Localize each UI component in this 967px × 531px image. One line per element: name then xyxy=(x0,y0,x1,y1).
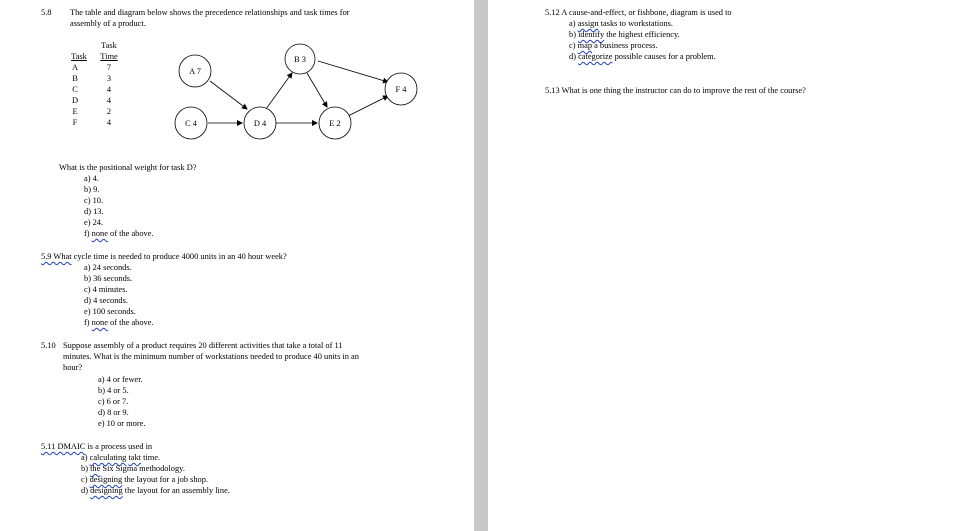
option-text xyxy=(81,452,160,463)
option-f-rest: of the above. xyxy=(107,229,154,238)
question-5-10-line3: hour? xyxy=(63,363,83,372)
option-rest: the layout for a job shop. xyxy=(122,475,209,484)
node-f-label: F 4 xyxy=(395,85,407,94)
option-text xyxy=(81,463,185,474)
question-5-11-rest: is a process used in xyxy=(85,442,153,451)
option-text: a) 4. xyxy=(84,174,99,183)
option-text: e) 24. xyxy=(84,218,104,227)
document-page-left xyxy=(0,0,474,531)
spellcheck-word: none xyxy=(91,318,108,327)
question-5-8-intro-line2: assembly of a product. xyxy=(70,19,146,28)
option-prefix: a) xyxy=(81,453,90,462)
option-f-prefix: f) xyxy=(84,229,92,238)
option-f-line xyxy=(84,228,154,239)
edge-a-d xyxy=(210,81,247,109)
spellcheck-word: 5.11 DMAIC xyxy=(41,442,86,451)
option-text: e) 10 or more. xyxy=(98,419,146,428)
node-f xyxy=(385,73,417,105)
document-page-right xyxy=(488,0,967,531)
spellcheck-word: takt xyxy=(128,453,142,462)
question-5-8-text: What is the positional weight for task D? xyxy=(59,163,197,172)
node-c xyxy=(175,107,207,139)
node-c-label: C 4 xyxy=(185,119,197,128)
table-cell-time: 7 xyxy=(106,63,112,72)
question-5-10-line2: minutes. What is the minimum number of workstations needed to produce 40 units in an xyxy=(63,352,359,361)
table-cell-task: D xyxy=(71,96,79,105)
option-prefix: a) xyxy=(569,19,578,28)
spellcheck-word: designing xyxy=(89,475,123,484)
table-cell-task: A xyxy=(71,63,79,72)
node-b xyxy=(285,44,315,74)
table-cell-time: 3 xyxy=(106,74,112,83)
option-text: b) 36 seconds. xyxy=(84,274,133,283)
table-cell-time: 2 xyxy=(106,107,112,116)
option-rest: time. xyxy=(141,453,161,462)
option-rest: tasks to workstations. xyxy=(598,19,673,28)
option-rest: the highest efficiency. xyxy=(604,30,680,39)
table-header-time: Time xyxy=(100,52,118,61)
question-5-10-number: 5.10 xyxy=(41,341,56,350)
precedence-diagram xyxy=(165,43,430,143)
option-text xyxy=(81,474,208,485)
option-rest: a business process. xyxy=(592,41,658,50)
edge-b-f xyxy=(318,61,388,82)
question-5-8-number: 5.8 xyxy=(41,8,52,17)
option-text xyxy=(569,40,658,51)
spellcheck-word: none xyxy=(91,229,108,238)
edge-e-f xyxy=(348,96,388,116)
spellcheck-word: assign xyxy=(577,19,599,28)
option-f-line xyxy=(84,317,154,328)
node-e xyxy=(319,107,351,139)
option-text: d) 13. xyxy=(84,207,104,216)
node-a xyxy=(179,55,211,87)
table-header-task: Task xyxy=(71,52,87,61)
spellcheck-word: designing xyxy=(90,486,123,495)
table-cell-task: F xyxy=(72,118,78,127)
edge-b-e xyxy=(307,73,327,107)
option-text: a) 24 seconds. xyxy=(84,263,132,272)
option-text xyxy=(569,51,716,62)
table-header-task-top: Task xyxy=(101,41,117,50)
node-a-label: A 7 xyxy=(189,67,201,76)
option-rest: possible causes for a problem. xyxy=(612,52,716,61)
question-5-8-intro-line1: The table and diagram below shows the precedence relationships and task times for xyxy=(70,8,350,17)
table-cell-time: 4 xyxy=(106,96,112,105)
option-f-rest: of the above. xyxy=(107,318,154,327)
option-text: c) 4 minutes. xyxy=(84,285,128,294)
option-prefix: b) xyxy=(81,464,91,473)
node-e-label: E 2 xyxy=(329,119,341,128)
table-cell-task: C xyxy=(72,85,78,94)
option-text: d) 8 or 9. xyxy=(98,408,129,417)
spellcheck-word: the xyxy=(90,464,101,473)
spellcheck-word: calculating xyxy=(89,453,127,462)
option-text xyxy=(81,485,230,496)
table-cell-task: B xyxy=(72,74,78,83)
spellcheck-word: categorize xyxy=(578,52,613,61)
table-cell-time: 4 xyxy=(106,85,112,94)
node-d xyxy=(244,107,276,139)
question-5-12-stem: 5.12 A cause-and-effect, or fishbone, diagram is used to xyxy=(545,8,732,17)
option-f-prefix: f) xyxy=(84,318,92,327)
spellcheck-word: 5.9 What xyxy=(41,252,72,261)
option-prefix: c) xyxy=(569,41,578,50)
question-5-11-text xyxy=(41,441,152,452)
option-prefix: c) xyxy=(81,475,90,484)
option-text: e) 100 seconds. xyxy=(84,307,136,316)
table-cell-task: E xyxy=(72,107,78,116)
option-text: b) 9. xyxy=(84,185,100,194)
option-rest: Six Sigma methodology. xyxy=(100,464,185,473)
option-text: b) 4 or 5. xyxy=(98,386,129,395)
spellcheck-word: map xyxy=(577,41,593,50)
spellcheck-word: identify xyxy=(578,30,605,39)
option-prefix: d) xyxy=(569,52,579,61)
question-5-9-text xyxy=(41,251,287,262)
option-rest: the layout for an assembly line. xyxy=(122,486,230,495)
option-text xyxy=(569,29,680,40)
edge-d-b xyxy=(266,73,292,109)
table-cell-time: 4 xyxy=(106,118,112,127)
node-b-label: B 3 xyxy=(294,55,306,64)
option-text: d) 4 seconds. xyxy=(84,296,128,305)
option-text xyxy=(569,18,673,29)
option-text: a) 4 or fewer. xyxy=(98,375,143,384)
question-5-9-rest: cycle time is needed to produce 4000 units in an 40 hour week? xyxy=(71,252,287,261)
question-5-10-line1: Suppose assembly of a product requires 20 different activities that take a total of 11 xyxy=(63,341,343,350)
option-prefix: d) xyxy=(81,486,91,495)
option-text: c) 10. xyxy=(84,196,104,205)
question-5-13-text: 5.13 What is one thing the instructor can do to improve the rest of the course? xyxy=(545,86,806,95)
option-text: c) 6 or 7. xyxy=(98,397,129,406)
node-d-label: D 4 xyxy=(253,119,267,128)
option-prefix: b) xyxy=(569,30,579,39)
